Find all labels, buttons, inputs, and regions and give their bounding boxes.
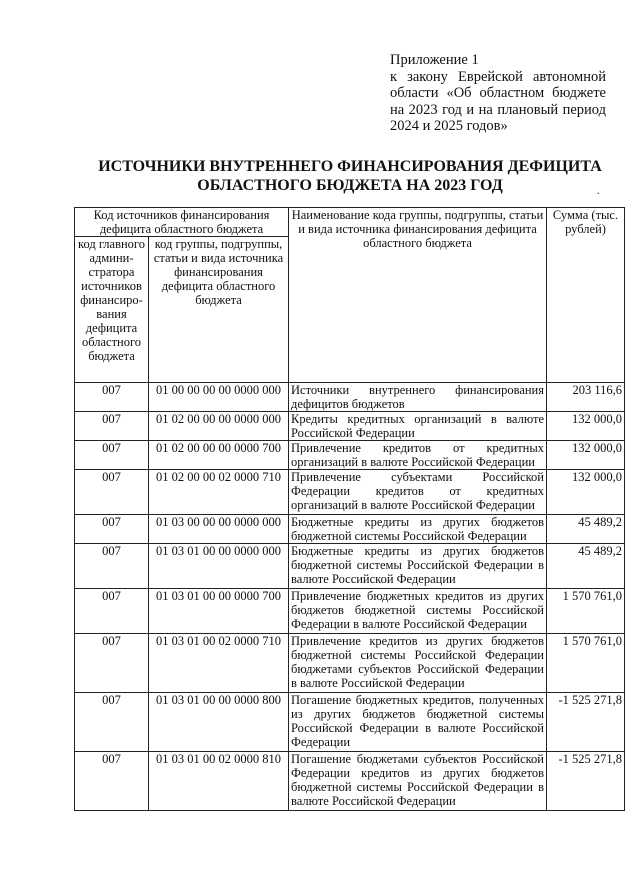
table-row	[75, 634, 625, 693]
cell-sum: -1 525 271,8	[547, 693, 625, 752]
cell-admin: 007	[75, 634, 149, 693]
cell-sum: 132 000,0	[547, 441, 625, 470]
table-row	[75, 441, 625, 470]
cell-name: Бюджетные кредиты из других бюджетов бюджетной системы Российской Федерации	[289, 515, 547, 544]
cell-code: 01 02 00 00 00 0000 700	[149, 441, 289, 470]
cell-name: Погашение бюджетных кредитов, полученных из других бюджетов бюджетной системы Российской Федерации в валюте Российской Федерации	[289, 693, 547, 752]
cell-sum: 45 489,2	[547, 515, 625, 544]
cell-code: 01 00 00 00 00 0000 000	[149, 383, 289, 412]
cell-admin: 007	[75, 441, 149, 470]
cell-sum: 203 116,6	[547, 383, 625, 412]
stray-mark: .	[597, 186, 600, 197]
document-title-line-1: ИСТОЧНИКИ ВНУТРЕННЕГО ФИНАНСИРОВАНИЯ ДЕФИЦИТА	[98, 158, 602, 175]
table-row	[75, 752, 625, 811]
cell-admin: 007	[75, 470, 149, 515]
cell-name: Привлечение кредитов из других бюджетов бюджетной системы Российской Федерации бюджетами субъектов Российской Федерации в валюте Российской Федерации	[289, 634, 547, 693]
table-header-row-1	[75, 208, 625, 237]
table-row	[75, 470, 625, 515]
cell-code: 01 02 00 00 00 0000 000	[149, 412, 289, 441]
document-title-line-2: ОБЛАСТНОГО БЮДЖЕТА НА 2023 ГОД	[197, 177, 503, 194]
cell-code: 01 03 00 00 00 0000 000	[149, 515, 289, 544]
table-row	[75, 544, 625, 589]
appendix-block	[390, 52, 606, 135]
header-sum: Сумма (тыс. рублей)	[547, 208, 625, 383]
cell-admin: 007	[75, 544, 149, 589]
cell-admin: 007	[75, 515, 149, 544]
cell-code: 01 03 01 00 00 0000 000	[149, 544, 289, 589]
cell-name: Источники внутреннего финансирования дефицитов бюджетов	[289, 383, 547, 412]
table-body	[75, 383, 625, 811]
cell-name: Погашение бюджетами субъектов Российской Федерации кредитов из других бюджетов бюджетной системы Российской Федерации в валюте Российской Федерации	[289, 752, 547, 811]
header-source-code-group: Код источников финансирования дефицита областного бюджета	[75, 208, 289, 237]
table-row	[75, 693, 625, 752]
table-row	[75, 589, 625, 634]
cell-name: Привлечение кредитов от кредитных организаций в валюте Российской Федерации	[289, 441, 547, 470]
cell-admin: 007	[75, 693, 149, 752]
cell-sum: 45 489,2	[547, 544, 625, 589]
table-row	[75, 383, 625, 412]
header-group-code: код группы, подгруппы, статьи и вида источника финансирования дефицита областного бюджета	[149, 237, 289, 383]
cell-code: 01 03 01 00 02 0000 710	[149, 634, 289, 693]
appendix-number: Приложение 1	[390, 52, 479, 68]
header-admin-code: код главного админи-стратора источников финансиро-вания дефицита областного бюджета	[75, 237, 149, 383]
cell-name: Кредиты кредитных организаций в валюте Российской Федерации	[289, 412, 547, 441]
table-row	[75, 412, 625, 441]
cell-sum: 1 570 761,0	[547, 589, 625, 634]
cell-sum: 132 000,0	[547, 412, 625, 441]
cell-sum: 1 570 761,0	[547, 634, 625, 693]
cell-admin: 007	[75, 752, 149, 811]
header-name: Наименование кода группы, подгруппы, статьи и вида источника финансирования дефицита областного бюджета	[289, 208, 547, 383]
cell-code: 01 03 01 00 00 0000 800	[149, 693, 289, 752]
cell-code: 01 03 01 00 00 0000 700	[149, 589, 289, 634]
appendix-law-reference: к закону Еврейской автономной области «Об областном бюджете на 2023 год и на плановый период 2024 и 2025 годов»	[390, 68, 606, 134]
cell-admin: 007	[75, 589, 149, 634]
financing-sources-table	[74, 207, 625, 811]
cell-name: Привлечение субъектами Российской Федерации кредитов от кредитных организаций в валюте Российской Федерации	[289, 470, 547, 515]
cell-name: Бюджетные кредиты из других бюджетов бюджетной системы Российской Федерации в валюте Российской Федерации	[289, 544, 547, 589]
document-title	[70, 157, 630, 195]
cell-code: 01 02 00 00 02 0000 710	[149, 470, 289, 515]
cell-sum: 132 000,0	[547, 470, 625, 515]
table-row	[75, 515, 625, 544]
cell-admin: 007	[75, 383, 149, 412]
cell-sum: -1 525 271,8	[547, 752, 625, 811]
cell-admin: 007	[75, 412, 149, 441]
cell-code: 01 03 01 00 02 0000 810	[149, 752, 289, 811]
cell-name: Привлечение бюджетных кредитов из других бюджетов бюджетной системы Российской Федерации в валюте Российской Федерации	[289, 589, 547, 634]
